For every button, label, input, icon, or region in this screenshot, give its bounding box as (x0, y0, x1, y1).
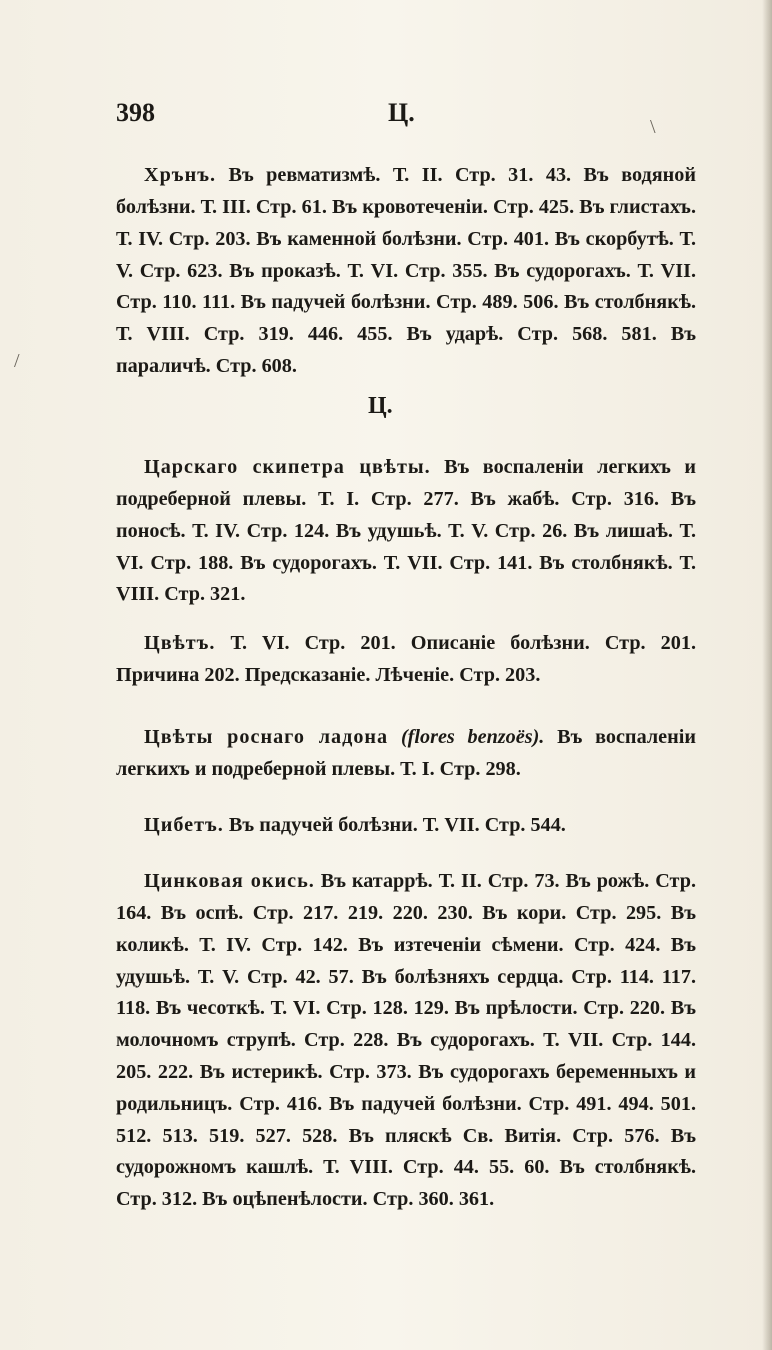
entry-text: Въ падучей болѣзни. Т. VII. Стр. 544. (223, 814, 566, 837)
margin-mark: / (14, 350, 20, 372)
index-entry (116, 628, 696, 692)
section-letter: Ц. (368, 393, 393, 419)
page-number: 398 (116, 98, 155, 127)
entry-head: Цвѣтъ. (144, 632, 216, 655)
entry-head: Цибетъ. (144, 814, 224, 837)
entry-text: Въ ревматизмѣ. Т. II. Стр. 31. 43. Въ водяной болѣзни. Т. III. Стр. 61. Въ кровотеченіи. Стр. 425. Въ глистахъ. Т. IV. Стр. 203. Въ каменной болѣзни. Стр. 401. Въ скорбутѣ. Т. V. Стр. 623. Въ проказѣ. Т. VI. Стр. 355. Въ судорогахъ. Т. VII. Стр. 110. 111. Въ падучей болѣзни. Стр. 489. 506. Въ столбнякѣ. Т. VIII. Стр. 319. 446. 455. Въ ударѣ. Стр. 568. 581. Въ параличѣ. Стр. 608. (116, 164, 696, 377)
running-head: Ц. (388, 98, 415, 127)
index-entry (116, 160, 696, 383)
entry-head: Цвѣты роснаго ладона (144, 726, 389, 749)
margin-mark: \ (650, 116, 656, 138)
entry-text: Въ воспаленіи легкихъ и подреберной плевы. Т. I. Стр. 298. (116, 726, 696, 780)
entry-head: Цинковая окись. (144, 870, 315, 893)
index-entry (116, 866, 696, 1216)
index-entry (116, 722, 696, 786)
entry-text: Т. VI. Стр. 201. Описаніе болѣзни. Стр. 201. Причина 202. Предсказаніе. Лѣченіе. Стр. 203. (116, 632, 696, 686)
index-entry (116, 810, 696, 842)
page-edge-shadow (762, 0, 772, 1350)
index-entry (116, 452, 696, 611)
entry-head: Царскаго скипетра цвѣты. (144, 456, 431, 479)
entry-text: Въ катаррѣ. Т. II. Стр. 73. Въ рожѣ. Стр. 164. Въ оспѣ. Стр. 217. 219. 220. 230. Въ кори. Стр. 295. Въ коликѣ. Т. IV. Стр. 142. Въ изтеченіи сѣмени. Стр. 424. Въ удушьѣ. Т. V. Стр. 42. 57. Въ болѣзняхъ сердца. Стр. 114. 117. 118. Въ чесоткѣ. Т. VI. Стр. 128. 129. Въ прѣлости. Стр. 220. Въ молочномъ струпѣ. Стр. 228. Въ судорогахъ. Т. VII. Стр. 144. 205. 222. Въ истерикѣ. Стр. 373. Въ судорогахъ беременныхъ и родильницъ. Стр. 416. Въ падучей болѣзни. Стр. 491. 494. 501. 512. 513. 519. 527. 528. Въ пляскѣ Св. Витія. Стр. 576. Въ судорожномъ кашлѣ. Т. VIII. Стр. 44. 55. 60. Въ столбнякѣ. Стр. 312. Въ оцѣпенѣлости. Стр. 360. 361. (116, 870, 696, 1211)
entry-latin: (flores benzoës). (400, 726, 545, 749)
entry-text: Въ воспаленіи легкихъ и подреберной плевы. Т. I. Стр. 277. Въ жабѣ. Стр. 316. Въ поносѣ. Т. IV. Стр. 124. Въ удушьѣ. Т. V. Стр. 26. Въ лишаѣ. Т. VI. Стр. 188. Въ судорогахъ. Т. VII. Стр. 141. Въ столбнякѣ. Т. VIII. Стр. 321. (116, 456, 696, 606)
entry-head: Хрънъ. (144, 164, 217, 187)
page-header (116, 98, 696, 130)
